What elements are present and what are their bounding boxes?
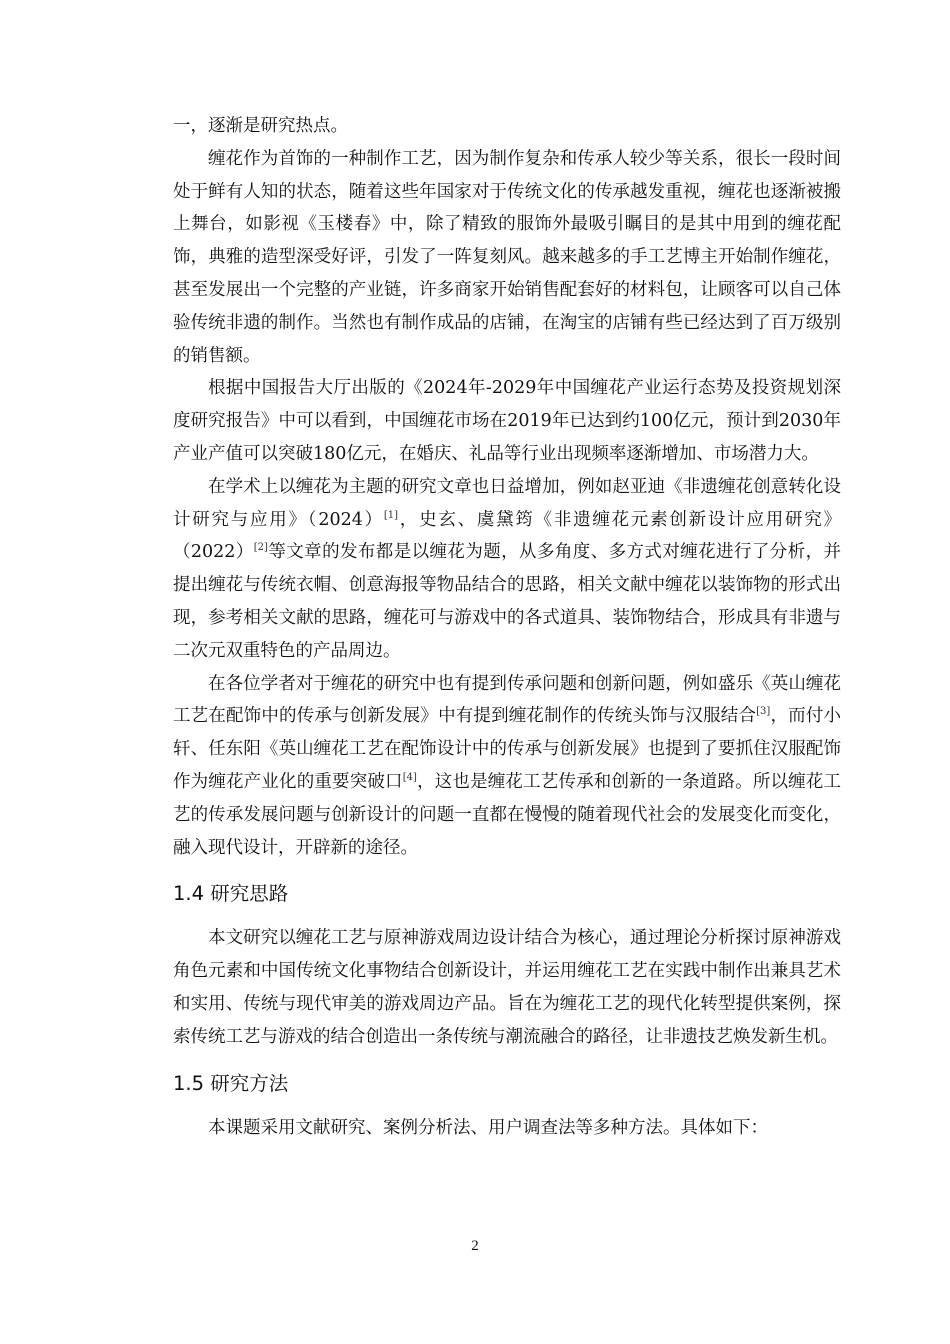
section-heading-1-5: 1.5 研究方法 [173,1071,289,1095]
section-heading-1-4: 1.4 研究思路 [173,882,289,906]
document-page [173,110,841,1144]
paragraph-continuation: 一，逐渐是研究热点。 [173,116,348,136]
paragraph-chanhua-intro: 缠花作为首饰的一种制作工艺，因为制作复杂和传承人较少等关系，很长一段时间处于鲜有人知的状态，随着这些年国家对于传统文化的传承越发重视，缠花也逐渐被搬上舞台，如影视《玉楼春》中，除了精致的服饰外最吸引瞩目的是其中用到的缠花配饰，典雅的造型深受好评，引发了一阵复刻风。越来越多的手工艺博主开始制作缠花，甚至发展出一个完整的产业链，许多商家开始销售配套好的材料包，让顾客可以自己体验传统非遗的制作。当然也有制作成品的店铺，在淘宝的店铺有些已经达到了百万级别的销售额。 [173,148,841,366]
paragraph-research-approach: 本文研究以缠花工艺与原神游戏周边设计结合为核心，通过理论分析探讨原神游戏角色元素和中国传统文化事物结合创新设计，并运用缠花工艺在实践中制作出兼具艺术和实用、传统与现代审美的游戏周边产品。旨在为缠花工艺的现代化转型提供案例，探索传统工艺与游戏的结合创造出一条传统与潮流融合的路径，让非遗技艺焕发新生机。 [173,928,841,1047]
page-number: 2 [471,1238,479,1254]
citation-ref-3: [3] [756,706,771,718]
paragraph-text: ，而付小轩、任东阳《英山缠花工艺在配饰设计中的传承与创新发展》也提到了要抓住汉服配饰作为缠花产业化的重要突破口 [173,706,842,792]
paragraph-text: 等文章的发布都是以缠花为题，从多角度、多方式对缠花进行了分析，并提出缠花与传统衣帽、创意海报等物品结合的思路，相关文献中缠花以装饰物的形式出现，参考相关文献的思路，缠花可与游戏中的各式道具、装饰物结合，形成具有非遗与二次元双重特色的产品周边。 [173,542,841,661]
paragraph-text: ，这也是缠花工艺传承和创新的一条道路。所以缠花工艺的传承发展问题与创新设计的问题一直都在慢慢的随着现代社会的发展变化而变化，融入现代设计，开辟新的途径。 [173,771,842,858]
paragraph-text: 在各位学者对于缠花的研究中也有提到传承问题和创新问题，例如盛乐《英山缠花工艺在配饰中的传承与创新发展》中有提到缠花制作的传统头饰与汉服结合 [173,673,841,727]
citation-ref-2: [2] [253,542,268,554]
paragraph-academic-research [173,471,841,668]
citation-ref-1: [1] [383,509,399,521]
citation-ref-4: [4] [402,772,417,784]
paragraph-text: 在学术上以缠花为主题的研究文章也日益增加，例如赵亚迪《非遗缠花创意转化设计研究与应用》（2024） [173,476,841,530]
paragraph-research-methods: 本课题采用文献研究、案例分析法、用户调查法等多种方法。具体如下： [208,1117,768,1138]
paragraph-text: ，史玄、虞黛筠《非遗缠花元素创新设计应用研究》（2022） [173,509,841,563]
paragraph-market-report: 根据中国报告大厅出版的《2024年-2029年中国缠花产业运行态势及投资规划深度研究报告》中可以看到，中国缠花市场在2019年已达到约100亿元，预计到2030年产业产值可以突破180亿元，在婚庆、礼品等行业出现频率逐渐增加、市场潜力大。 [173,378,841,464]
paragraph-inheritance-innovation [173,668,841,865]
